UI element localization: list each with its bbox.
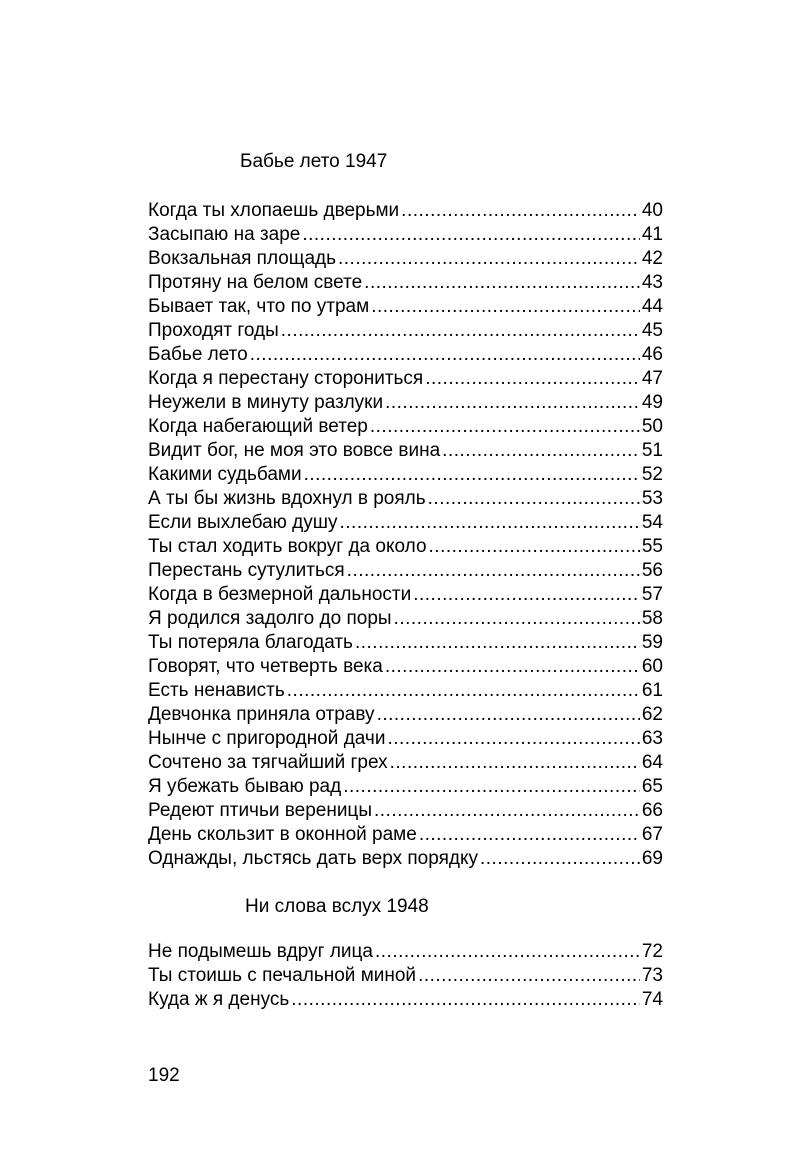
toc-leader-dots — [370, 415, 640, 439]
toc-entry-title: Проходят годы — [148, 320, 279, 341]
toc-entry — [148, 751, 663, 775]
toc-entry-page: 49 — [641, 392, 663, 413]
toc-entry-title: Есть ненависть — [148, 680, 285, 701]
toc-entry-page: 62 — [641, 704, 663, 725]
toc-entry-title: Если выхлебаю душу — [148, 512, 338, 533]
toc-entry-title: Ты потеряла благодать — [148, 632, 353, 653]
toc-leader-dots — [347, 559, 640, 583]
toc-leader-dots — [338, 247, 640, 271]
toc-entry — [148, 463, 663, 487]
toc-entry-page: 61 — [641, 680, 663, 701]
toc-entry-page: 58 — [641, 608, 663, 629]
toc-entry — [148, 247, 663, 271]
toc-leader-dots — [413, 583, 640, 607]
toc-entry-title: Я родился задолго до поры — [148, 608, 392, 629]
toc-entry — [148, 727, 663, 751]
toc-leader-dots — [371, 295, 640, 319]
toc-entry-title: Когда я перестану сторониться — [148, 368, 424, 389]
toc-entry-page: 52 — [641, 464, 663, 485]
toc-entry-page: 67 — [641, 824, 663, 845]
toc-entry-page: 54 — [641, 512, 663, 533]
toc-entry-title: Я убежать бываю рад — [148, 776, 342, 797]
toc-entry — [148, 295, 663, 319]
toc-leader-dots — [250, 343, 640, 367]
toc-leader-dots — [364, 271, 640, 295]
toc-entry-title: Говорят, что четверть века — [148, 656, 383, 677]
toc-leader-dots — [480, 847, 640, 871]
toc-entry-page: 50 — [641, 416, 663, 437]
toc-entry-title: Бабье лето — [148, 344, 248, 365]
toc-entry-title: Видит бог, не моя это вовсе вина — [148, 440, 441, 461]
toc-entry-page: 73 — [641, 965, 663, 986]
toc-leader-dots — [343, 775, 640, 799]
toc-entry-page: 46 — [641, 344, 663, 365]
toc-entry-title: Девчонка приняла отраву — [148, 704, 375, 725]
toc-entry-page: 47 — [641, 368, 663, 389]
toc-entry-page: 42 — [641, 248, 663, 269]
toc-entry-title: Когда набегающий ветер — [148, 416, 368, 437]
toc-entry-page: 60 — [641, 656, 663, 677]
toc-entry — [148, 847, 663, 871]
toc-leader-dots — [385, 655, 640, 679]
toc-entry-page: 72 — [641, 941, 663, 962]
toc-entry-page: 56 — [641, 560, 663, 581]
toc-entry — [148, 223, 663, 247]
toc-entry — [148, 703, 663, 727]
toc-leader-dots — [375, 940, 640, 964]
toc-entry — [148, 319, 663, 343]
toc-entry-title: Куда ж я денусь — [148, 989, 290, 1010]
toc-entry-page: 40 — [641, 200, 663, 221]
toc-leader-dots — [387, 727, 639, 751]
toc-entry-page: 55 — [641, 536, 663, 557]
toc-entry-title: Перестань сутулиться — [148, 560, 345, 581]
toc-entry — [148, 391, 663, 415]
toc-entry-title: Не подымешь вдруг лица — [148, 941, 373, 962]
toc-entry — [148, 775, 663, 799]
toc-leader-dots — [418, 964, 640, 988]
toc-entry-title: Неужели в минуту разлуки — [148, 392, 384, 413]
toc-entry-page: 65 — [641, 776, 663, 797]
toc-entry-title: А ты бы жизнь вдохнул в рояль — [148, 488, 426, 509]
toc-entry-title: Когда в безмерной дальности — [148, 584, 412, 605]
toc-entry — [148, 823, 663, 847]
toc-leader-dots — [425, 367, 640, 391]
toc-entry-page: 63 — [641, 728, 663, 749]
toc-leader-dots — [394, 607, 640, 631]
toc-list-1948 — [148, 940, 663, 1012]
toc-leader-dots — [390, 751, 640, 775]
toc-entry-title: Редеют птичьи вереницы — [148, 800, 372, 821]
toc-entry-title: Ты стоишь с печальной миной — [148, 965, 417, 986]
toc-entry-page: 43 — [641, 272, 663, 293]
toc-entry-page: 53 — [641, 488, 663, 509]
toc-entry — [148, 655, 663, 679]
page-number: 192 — [148, 1065, 180, 1086]
toc-entry — [148, 415, 663, 439]
toc-leader-dots — [442, 439, 640, 463]
toc-entry-page: 44 — [641, 296, 663, 317]
toc-leader-dots — [291, 988, 640, 1012]
toc-entry-title: Когда ты хлопаешь дверьми — [148, 200, 400, 221]
toc-entry — [148, 271, 663, 295]
toc-entry — [148, 511, 663, 535]
toc-entry — [148, 367, 663, 391]
toc-entry-page: 45 — [641, 320, 663, 341]
toc-entry-title: Сочтено за тягчайший грех — [148, 752, 388, 773]
toc-entry — [148, 631, 663, 655]
toc-entry — [148, 439, 663, 463]
toc-leader-dots — [429, 535, 640, 559]
toc-leader-dots — [401, 199, 640, 223]
toc-entry — [148, 343, 663, 367]
toc-leader-dots — [287, 679, 640, 703]
toc-entry-page: 57 — [641, 584, 663, 605]
toc-entry-title: Протяну на белом свете — [148, 272, 363, 293]
toc-entry-page: 41 — [641, 224, 663, 245]
toc-entry-title: Однажды, льстясь дать верх порядку — [148, 848, 478, 869]
toc-entry-page: 64 — [641, 752, 663, 773]
toc-entry-title: Бывает так, что по утрам — [148, 296, 370, 317]
toc-entry-page: 69 — [641, 848, 663, 869]
toc-leader-dots — [428, 487, 640, 511]
toc-leader-dots — [377, 703, 640, 727]
toc-leader-dots — [302, 223, 640, 247]
toc-leader-dots — [355, 631, 640, 655]
toc-entry-title: Какими судьбами — [148, 464, 302, 485]
toc-entry-title: Нынче с пригородной дачи — [148, 728, 386, 749]
toc-entry — [148, 487, 663, 511]
toc-entry — [148, 679, 663, 703]
section-title-1948: Ни слова вслух 1948 — [245, 896, 429, 917]
toc-entry — [148, 199, 663, 223]
toc-leader-dots — [304, 463, 640, 487]
toc-entry — [148, 607, 663, 631]
toc-entry-title: Ты стал ходить вокруг да около — [148, 536, 427, 557]
toc-list-1947 — [148, 199, 663, 871]
toc-entry — [148, 940, 663, 964]
toc-entry-title: Вокзальная площадь — [148, 248, 336, 269]
section-title-1947: Бабье лето 1947 — [240, 151, 388, 172]
toc-entry-title: День скользит в оконной раме — [148, 824, 417, 845]
toc-entry — [148, 799, 663, 823]
toc-leader-dots — [385, 391, 640, 415]
toc-leader-dots — [281, 319, 640, 343]
toc-entry — [148, 988, 663, 1012]
toc-entry — [148, 964, 663, 988]
toc-entry — [148, 535, 663, 559]
toc-entry-page: 51 — [641, 440, 663, 461]
toc-entry — [148, 559, 663, 583]
toc-leader-dots — [419, 823, 640, 847]
toc-entry — [148, 583, 663, 607]
toc-leader-dots — [340, 511, 640, 535]
toc-entry-page: 59 — [641, 632, 663, 653]
toc-entry-title: Засыпаю на заре — [148, 224, 301, 245]
toc-entry-page: 66 — [641, 800, 663, 821]
toc-leader-dots — [374, 799, 640, 823]
toc-entry-page: 74 — [641, 989, 663, 1010]
